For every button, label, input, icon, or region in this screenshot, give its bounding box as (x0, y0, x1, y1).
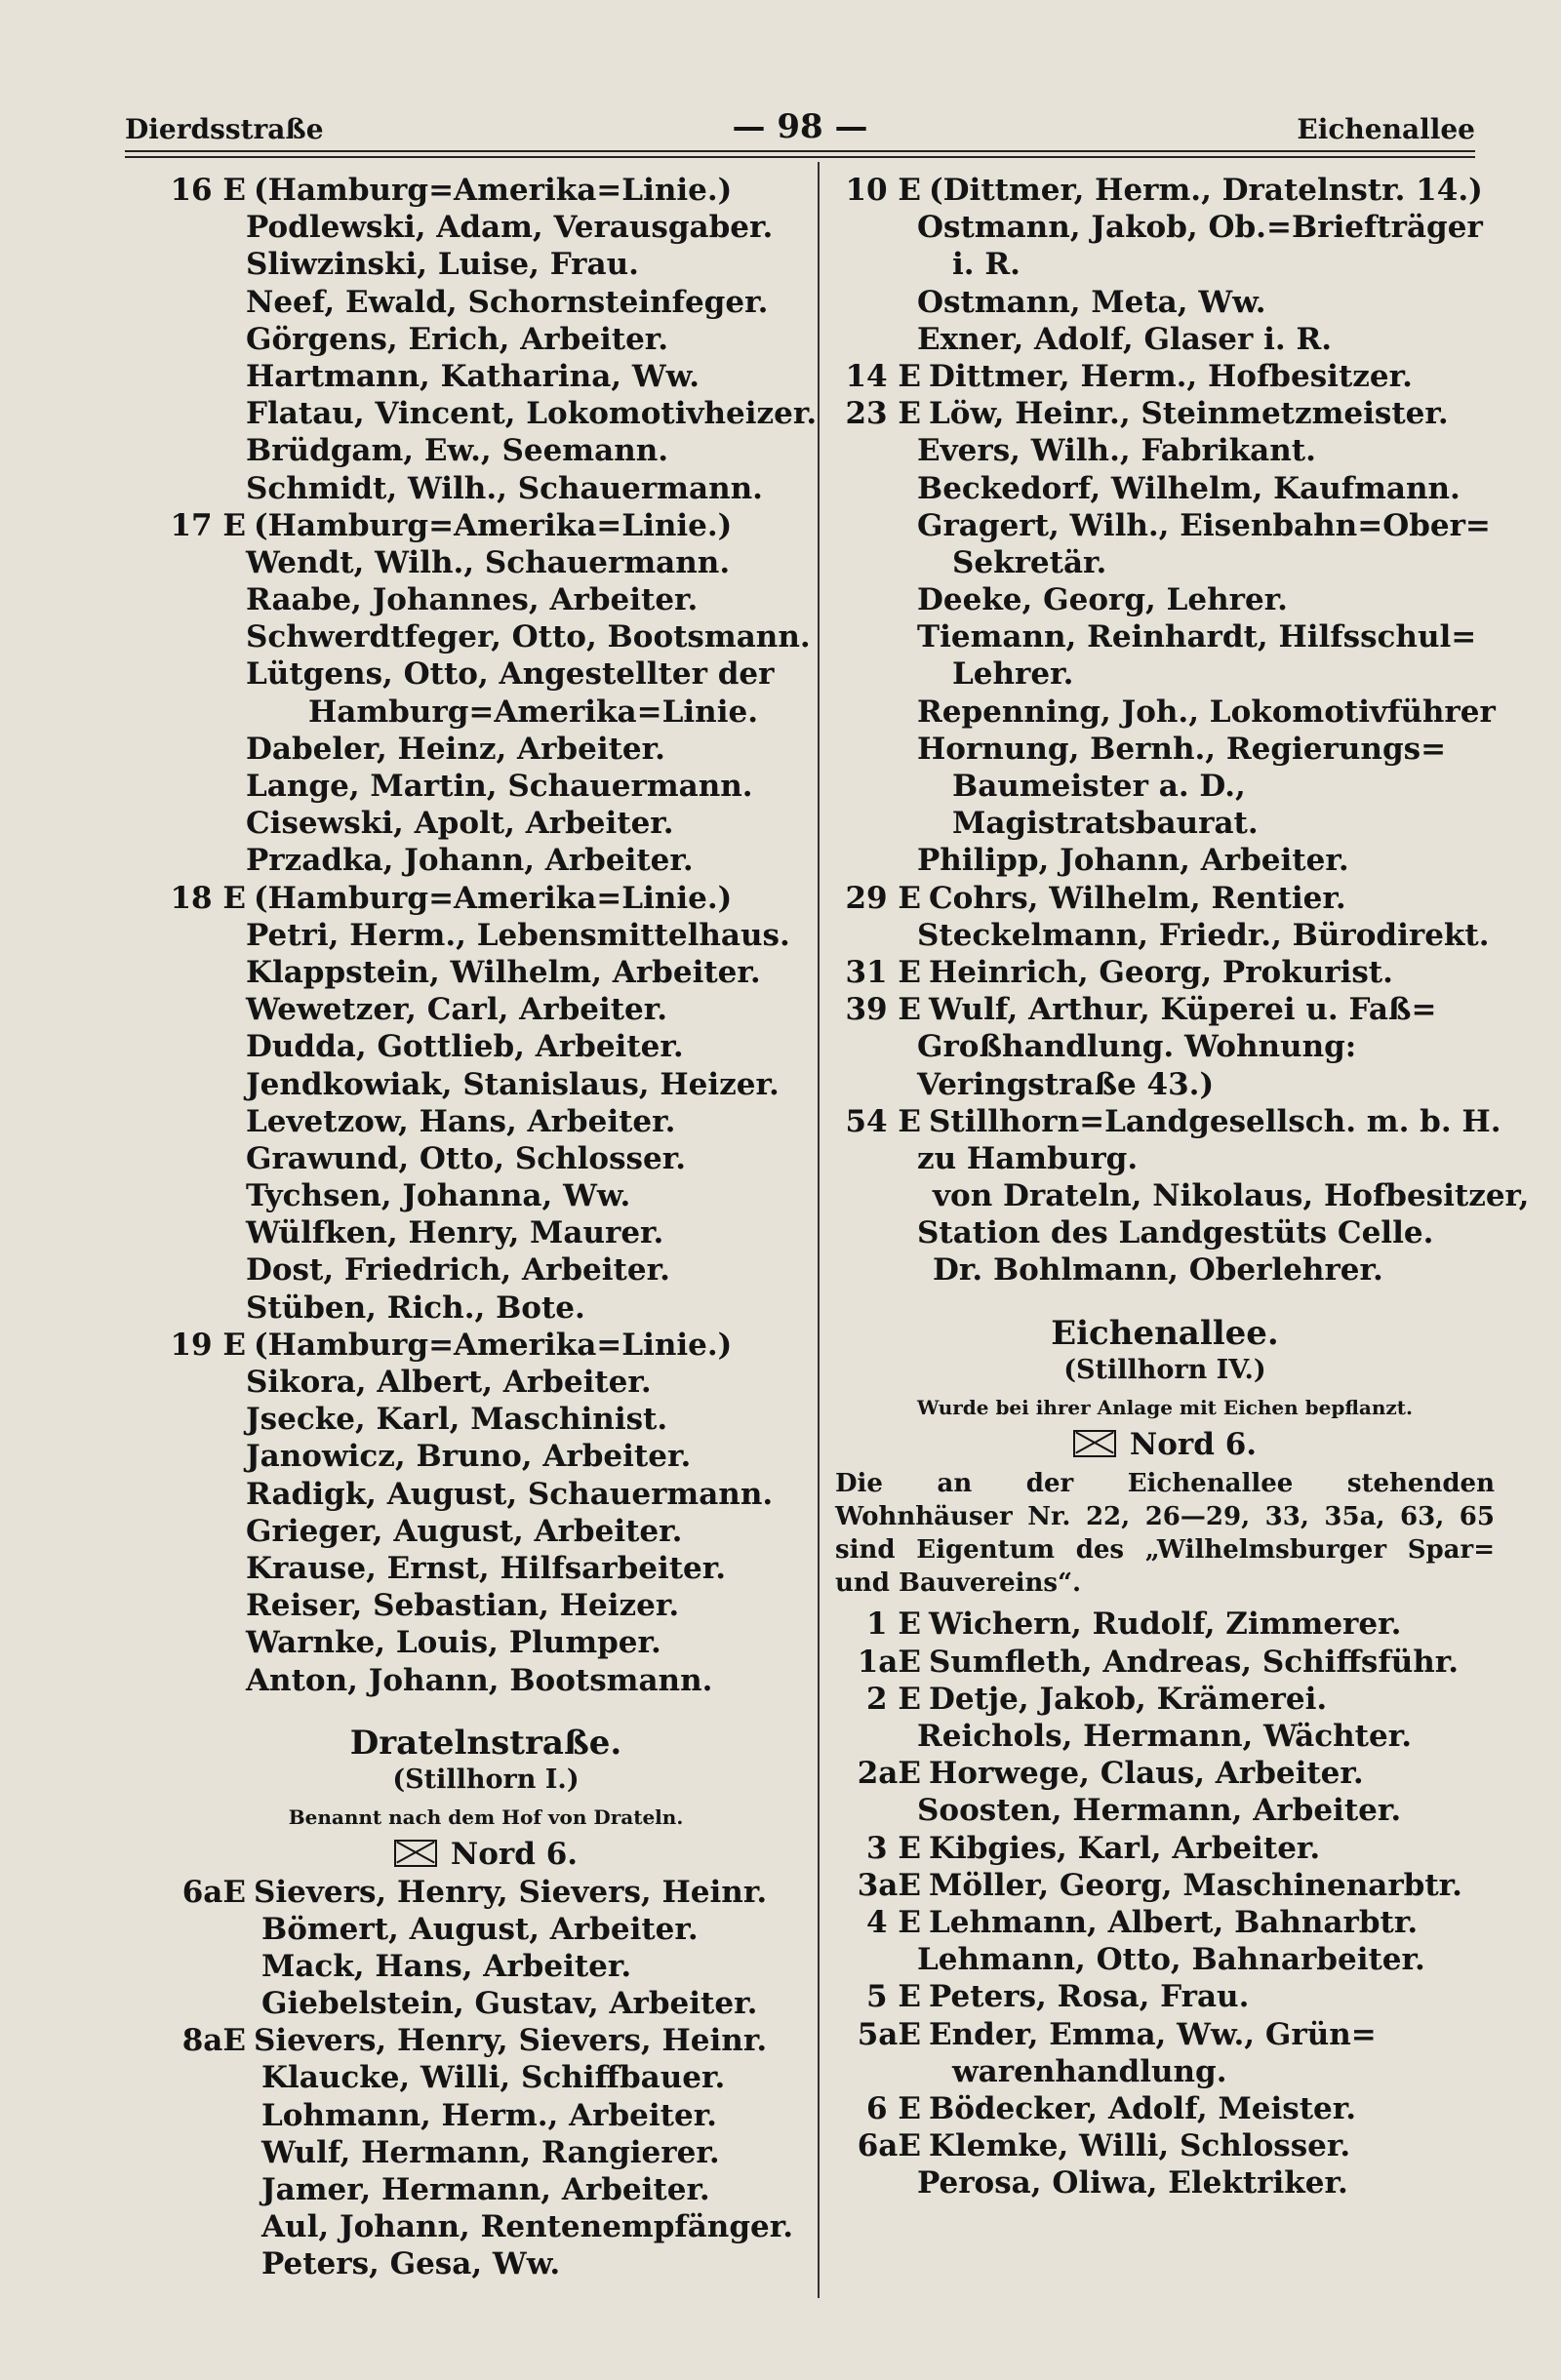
directory-entry (164, 1289, 808, 1327)
entry-text: Dabeler, Heinz, Arbeiter. (246, 731, 665, 767)
entry-text: Aul, Johann, Rentenempfänger. (261, 2209, 794, 2245)
entry-text: Sievers, Henry, Sievers, Heinr. (254, 2023, 768, 2059)
directory-entry (164, 432, 808, 469)
directory-entry (835, 768, 1495, 805)
entry-text: Baumeister a. D., (952, 769, 1246, 804)
district-eichenallee: (Stillhorn IV.) (1063, 1354, 1266, 1385)
entry-text: Kibgies, Karl, Arbeiter. (929, 1830, 1321, 1866)
directory-entry (835, 1028, 1495, 1065)
directory-entry (835, 694, 1495, 731)
directory-entry (164, 1587, 808, 1624)
entry-text: Wulf, Hermann, Rangierer. (261, 2134, 720, 2170)
house-number: 6aE (181, 1874, 246, 1910)
directory-entry (164, 172, 808, 209)
directory-entry (835, 880, 1495, 917)
directory-entry (835, 2164, 1495, 2202)
entry-text: Bömert, August, Arbeiter. (261, 1911, 699, 1947)
entry-text: Reichols, Hermann, Wächter. (917, 1719, 1413, 1754)
house-number: 31 E (845, 954, 921, 990)
left-column (164, 172, 818, 2283)
directory-entry (164, 544, 808, 581)
entry-text: Stüben, Rich., Bote. (246, 1289, 585, 1326)
entry-text: Sumfleth, Andreas, Schiffsführ. (929, 1644, 1460, 1680)
entry-text: Hamburg=Amerika=Linie. (308, 694, 759, 730)
eichenallee-entries (835, 1606, 1495, 2202)
postal-label-eichenallee: Nord 6. (1129, 1427, 1258, 1463)
entry-text: Neef, Ewald, Schornsteinfeger. (246, 284, 769, 320)
entry-text: Podlewski, Adam, Verausgaber. (246, 210, 774, 246)
entry-text: (Hamburg=Amerika=Linie.) (254, 507, 733, 543)
entry-text: Perosa, Oliwa, Elektriker. (917, 2165, 1348, 2202)
directory-entry (835, 321, 1495, 358)
directory-entry (164, 731, 808, 768)
directory-entry (835, 655, 1495, 693)
house-number: 14 E (845, 358, 921, 394)
directory-entry (835, 1251, 1495, 1289)
house-number: 6aE (857, 2128, 921, 2164)
entry-text: Radigk, August, Schauermann. (246, 1476, 774, 1512)
directory-entry (164, 805, 808, 842)
entry-text: Großhandlung. Wohnung: (917, 1029, 1357, 1065)
entry-text: von Drateln, Nikolaus, Hofbesitzer, (933, 1178, 1530, 1214)
entry-text: Cisewski, Apolt, Arbeiter. (246, 806, 674, 842)
entry-text: Lohmann, Herm., Arbeiter. (261, 2097, 717, 2133)
entry-text: Steckelmann, Friedr., Bürodirekt. (917, 917, 1490, 953)
directory-entry (164, 1140, 808, 1177)
entry-text: Peters, Gesa, Ww. (261, 2246, 561, 2282)
entry-text: Schwerdtfeger, Otto, Bootsmann. (246, 619, 811, 655)
postal-label-drateln: Nord 6. (450, 1837, 579, 1873)
entry-text: Tychsen, Johanna, Ww. (246, 1178, 631, 1214)
directory-entry (835, 358, 1495, 395)
entry-text: Peters, Rosa, Frau. (929, 1979, 1250, 2015)
entry-text: Dost, Friedrich, Arbeiter. (246, 1252, 670, 1289)
directory-entry (164, 2059, 808, 2096)
right-column (835, 172, 1530, 2202)
right-entries (835, 172, 1530, 1289)
directory-entry (164, 1662, 808, 1699)
house-number: 1aE (857, 1644, 921, 1680)
house-number: 5 E (866, 1979, 921, 2015)
directory-entry (835, 1830, 1495, 1867)
entry-text: Lange, Martin, Schauermann. (246, 769, 753, 804)
entry-text: Ostmann, Meta, Ww. (917, 284, 1266, 320)
directory-entry (164, 954, 808, 991)
directory-entry (164, 842, 808, 879)
entry-text: Cohrs, Wilhelm, Rentier. (929, 880, 1346, 916)
entry-text: Heinrich, Georg, Prokurist. (929, 954, 1393, 990)
note-drateln: Benannt nach dem Hof von Drateln. (288, 1805, 684, 1830)
directory-entry (835, 470, 1495, 507)
house-number: 2 E (866, 1681, 921, 1717)
house-number: 1 E (866, 1606, 921, 1643)
entry-text: i. R. (952, 247, 1021, 283)
directory-entry (835, 917, 1495, 954)
directory-entry (164, 1513, 808, 1550)
house-number: 18 E (170, 880, 246, 916)
entry-text: Wulf, Arthur, Küperei u. Faß= (929, 992, 1437, 1028)
entry-text: Levetzow, Hans, Arbeiter. (246, 1103, 676, 1139)
directory-entry (164, 1327, 808, 1364)
directory-entry (164, 1624, 808, 1661)
directory-entry (164, 991, 808, 1028)
directory-entry (164, 2097, 808, 2134)
entry-text: Exner, Adolf, Glaser i. R. (917, 321, 1333, 357)
entry-text: Dittmer, Herm., Hofbesitzer. (929, 358, 1413, 394)
drateln-entries (164, 1874, 808, 2283)
directory-entry (164, 2208, 808, 2245)
entry-text: Petri, Herm., Lebensmittelhaus. (246, 917, 790, 953)
entry-text: Repenning, Joh., Lokomotivführer (917, 694, 1496, 730)
entry-text: Flatau, Vincent, Lokomotivheizer. (246, 396, 818, 432)
house-number: 3aE (857, 1867, 921, 1903)
house-number: 54 E (845, 1103, 921, 1139)
header-left-street: Dierdsstraße (125, 113, 324, 145)
entry-text: Wichern, Rudolf, Zimmerer. (929, 1606, 1402, 1643)
entry-text: Sikora, Albert, Arbeiter. (246, 1365, 652, 1400)
directory-entry (835, 842, 1495, 879)
directory-entry (835, 1718, 1495, 1755)
house-number: 4 E (866, 1904, 921, 1940)
house-number: 19 E (170, 1327, 246, 1363)
directory-entry (835, 1066, 1495, 1103)
directory-entry (164, 581, 808, 618)
entry-text: Przadka, Johann, Arbeiter. (246, 843, 694, 879)
street-title-drateln: Dratelnstraße. (349, 1723, 622, 1763)
directory-entry (164, 1985, 808, 2022)
directory-entry (164, 618, 811, 655)
entry-text: Grawund, Otto, Schlosser. (246, 1140, 686, 1176)
entry-text: Ostmann, Jakob, Ob.=Briefträger (917, 210, 1483, 246)
entry-text: Dr. Bohlmann, Oberlehrer. (933, 1252, 1383, 1289)
entry-text: Sliwzinski, Luise, Frau. (246, 247, 639, 283)
entry-text: Löw, Heinr., Steinmetzmeister. (929, 396, 1449, 432)
directory-entry (164, 246, 808, 283)
directory-entry (835, 1904, 1495, 1941)
directory-entry (164, 1401, 808, 1438)
directory-entry (835, 246, 1495, 283)
directory-entry (164, 1911, 808, 1948)
entry-text: Deeke, Georg, Lehrer. (917, 582, 1288, 618)
street-title-eichenallee: Eichenallee. (1051, 1313, 1279, 1353)
directory-entry (835, 2090, 1495, 2127)
entry-text: Jendkowiak, Stanislaus, Heizer. (246, 1066, 780, 1102)
directory-entry (164, 1066, 808, 1103)
house-number: 5aE (857, 2016, 921, 2052)
entry-text: Philipp, Johann, Arbeiter. (917, 843, 1349, 879)
entry-text: Warnke, Louis, Plumper. (246, 1625, 661, 1661)
directory-entry (164, 917, 808, 954)
postal-district-eichenallee (835, 1426, 1495, 1463)
directory-entry (164, 470, 808, 507)
directory-entry (164, 2171, 808, 2208)
directory-entry (835, 991, 1495, 1028)
directory-entry (164, 358, 808, 395)
directory-entry (164, 1438, 808, 1475)
entry-text: Hornung, Bernh., Regierungs= (917, 731, 1447, 767)
entry-text: Beckedorf, Wilhelm, Kaufmann. (917, 470, 1461, 506)
entry-text: Evers, Wilh., Fabrikant. (917, 433, 1316, 469)
entry-text: Jsecke, Karl, Maschinist. (246, 1402, 668, 1438)
directory-entry (835, 1941, 1495, 1978)
entry-text: Detje, Jakob, Krämerei. (929, 1681, 1328, 1717)
entry-text: Soosten, Hermann, Arbeiter. (917, 1793, 1402, 1829)
entry-text: Janowicz, Bruno, Arbeiter. (246, 1439, 692, 1475)
directory-entry (164, 507, 808, 544)
directory-entry (835, 618, 1495, 655)
directory-entry (835, 1792, 1495, 1829)
directory-entry (835, 1867, 1495, 1904)
directory-entry (835, 172, 1495, 209)
entry-text: Mack, Hans, Arbeiter. (261, 1948, 632, 1984)
entry-text: Schmidt, Wilh., Schauermann. (246, 470, 763, 506)
directory-entry (164, 395, 818, 432)
entry-text: Krause, Ernst, Hilfsarbeiter. (246, 1550, 727, 1586)
entry-text: (Hamburg=Amerika=Linie.) (254, 173, 733, 208)
postal-district-drateln (164, 1836, 808, 1873)
directory-entry (835, 209, 1495, 246)
entry-text: Lehrer. (952, 656, 1074, 693)
house-number: 23 E (845, 396, 921, 432)
entry-text: Görgens, Erich, Arbeiter. (246, 321, 669, 357)
entry-text: Sievers, Henry, Sievers, Heinr. (254, 1874, 768, 1910)
directory-entry (164, 768, 808, 805)
directory-entry (164, 694, 808, 731)
entry-text: zu Hamburg. (917, 1140, 1139, 1176)
directory-entry (835, 954, 1495, 991)
ownership-note: Die an der Eichenallee stehenden Wohnhäuser Nr. 22, 26—29, 33, 35a, 63, 65 sind Eigentum des „Wilhelmsburger Spar= und Bauvereins“. (835, 1469, 1495, 1599)
directory-entry (835, 544, 1495, 581)
directory-entry (835, 1755, 1495, 1792)
directory-entry (164, 1214, 808, 1251)
entry-text: (Hamburg=Amerika=Linie.) (254, 880, 733, 916)
entry-text: Raabe, Johannes, Arbeiter. (246, 582, 699, 618)
house-number: 2aE (857, 1756, 921, 1792)
entry-text: Wülfken, Henry, Maurer. (246, 1215, 664, 1251)
directory-entry (835, 805, 1495, 842)
entry-text: Wendt, Wilh., Schauermann. (246, 544, 731, 580)
page-number: — 98 — (732, 107, 868, 146)
directory-entry (835, 1644, 1495, 1681)
directory-entry (835, 2016, 1495, 2053)
entry-text: Brüdgam, Ew., Seemann. (246, 433, 669, 469)
entry-text: Klemke, Willi, Schlosser. (929, 2128, 1351, 2164)
directory-entry (835, 395, 1495, 432)
directory-entry (164, 1103, 808, 1140)
house-number: 16 E (170, 173, 246, 208)
left-entries (164, 172, 818, 1699)
directory-entry (164, 1874, 808, 1911)
directory-entry (164, 2022, 808, 2059)
entry-text: Station des Landgestüts Celle. (917, 1215, 1434, 1251)
directory-entry (164, 880, 808, 917)
directory-entry (835, 2053, 1495, 2090)
directory-entry (164, 209, 808, 246)
directory-entry (835, 581, 1495, 618)
entry-text: Dudda, Gottlieb, Arbeiter. (246, 1029, 684, 1065)
entry-text: Sekretär. (952, 544, 1107, 580)
entry-text: Horwege, Claus, Arbeiter. (929, 1756, 1364, 1792)
directory-entry (835, 1681, 1495, 1718)
entry-text: Magistratsbaurat. (952, 806, 1259, 842)
directory-entry (164, 321, 808, 358)
entry-text: Veringstraße 43.) (917, 1066, 1215, 1102)
directory-entry (835, 507, 1495, 544)
entry-text: Möller, Georg, Maschinenarbtr. (929, 1867, 1462, 1903)
entry-text: (Dittmer, Herm., Dratelnstr. 14.) (929, 173, 1483, 208)
page-header (125, 105, 1475, 148)
directory-entry (164, 1028, 808, 1065)
entry-text: Tiemann, Reinhardt, Hilfsschul= (917, 619, 1477, 655)
entry-text: Reiser, Sebastian, Heizer. (246, 1588, 680, 1624)
envelope-icon (394, 1840, 437, 1867)
entry-text: Grieger, August, Arbeiter. (246, 1513, 683, 1549)
entry-text: Ender, Emma, Ww., Grün= (929, 2016, 1377, 2052)
directory-entry (835, 1177, 1530, 1214)
entry-text: Bödecker, Adolf, Meister. (929, 2090, 1357, 2126)
entry-text: Lütgens, Otto, Angestellter der (246, 656, 775, 693)
house-number: 39 E (845, 992, 921, 1028)
house-number: 6 E (866, 2090, 921, 2126)
entry-text: Hartmann, Katharina, Ww. (246, 358, 700, 394)
entry-text: Lehmann, Albert, Bahnarbtr. (929, 1904, 1419, 1940)
column-divider (818, 162, 820, 2298)
directory-entry (164, 1364, 808, 1401)
entry-text: Wewetzer, Carl, Arbeiter. (246, 992, 668, 1028)
envelope-icon (1073, 1430, 1116, 1457)
district-drateln: (Stillhorn I.) (392, 1764, 580, 1795)
entry-text: Klappstein, Wilhelm, Arbeiter. (246, 954, 761, 990)
house-number: 29 E (845, 880, 921, 916)
directory-entry (164, 1251, 808, 1289)
directory-entry (164, 1476, 808, 1513)
header-rule-second (125, 156, 1475, 158)
directory-entry (835, 1606, 1495, 1643)
entry-text: Anton, Johann, Bootsmann. (246, 1662, 713, 1698)
directory-entry (164, 1550, 808, 1587)
directory-entry (835, 731, 1495, 768)
entry-text: (Hamburg=Amerika=Linie.) (254, 1327, 733, 1363)
directory-entry (835, 284, 1495, 321)
header-right-street: Eichenallee (1297, 113, 1475, 145)
entry-text: warenhandlung. (952, 2053, 1227, 2089)
directory-entry (164, 655, 808, 693)
house-number: 3 E (866, 1830, 921, 1866)
directory-entry (164, 1948, 808, 1985)
house-number: 17 E (170, 507, 246, 543)
directory-entry (164, 2134, 808, 2171)
entry-text: Stillhorn=Landgesellsch. m. b. H. (929, 1103, 1501, 1139)
entry-text: Lehmann, Otto, Bahnarbeiter. (917, 1942, 1425, 1978)
house-number: 10 E (845, 173, 921, 208)
directory-entry (164, 2245, 808, 2282)
directory-entry (835, 1978, 1495, 2015)
directory-entry (835, 1103, 1501, 1140)
directory-entry (164, 284, 808, 321)
directory-entry (835, 2127, 1495, 2164)
header-rule (125, 150, 1475, 152)
directory-entry (835, 1140, 1495, 1177)
directory-entry (835, 1214, 1495, 1251)
directory-entry (835, 432, 1495, 469)
entry-text: Klaucke, Willi, Schiffbauer. (261, 2060, 726, 2096)
entry-text: Giebelstein, Gustav, Arbeiter. (261, 1986, 758, 2022)
entry-text: Jamer, Hermann, Arbeiter. (261, 2172, 710, 2207)
entry-text: Gragert, Wilh., Eisenbahn=Ober= (917, 507, 1491, 543)
house-number: 8aE (181, 2023, 246, 2059)
note-eichenallee: Wurde bei ihrer Anlage mit Eichen bepflanzt. (917, 1396, 1413, 1420)
directory-entry (164, 1177, 808, 1214)
